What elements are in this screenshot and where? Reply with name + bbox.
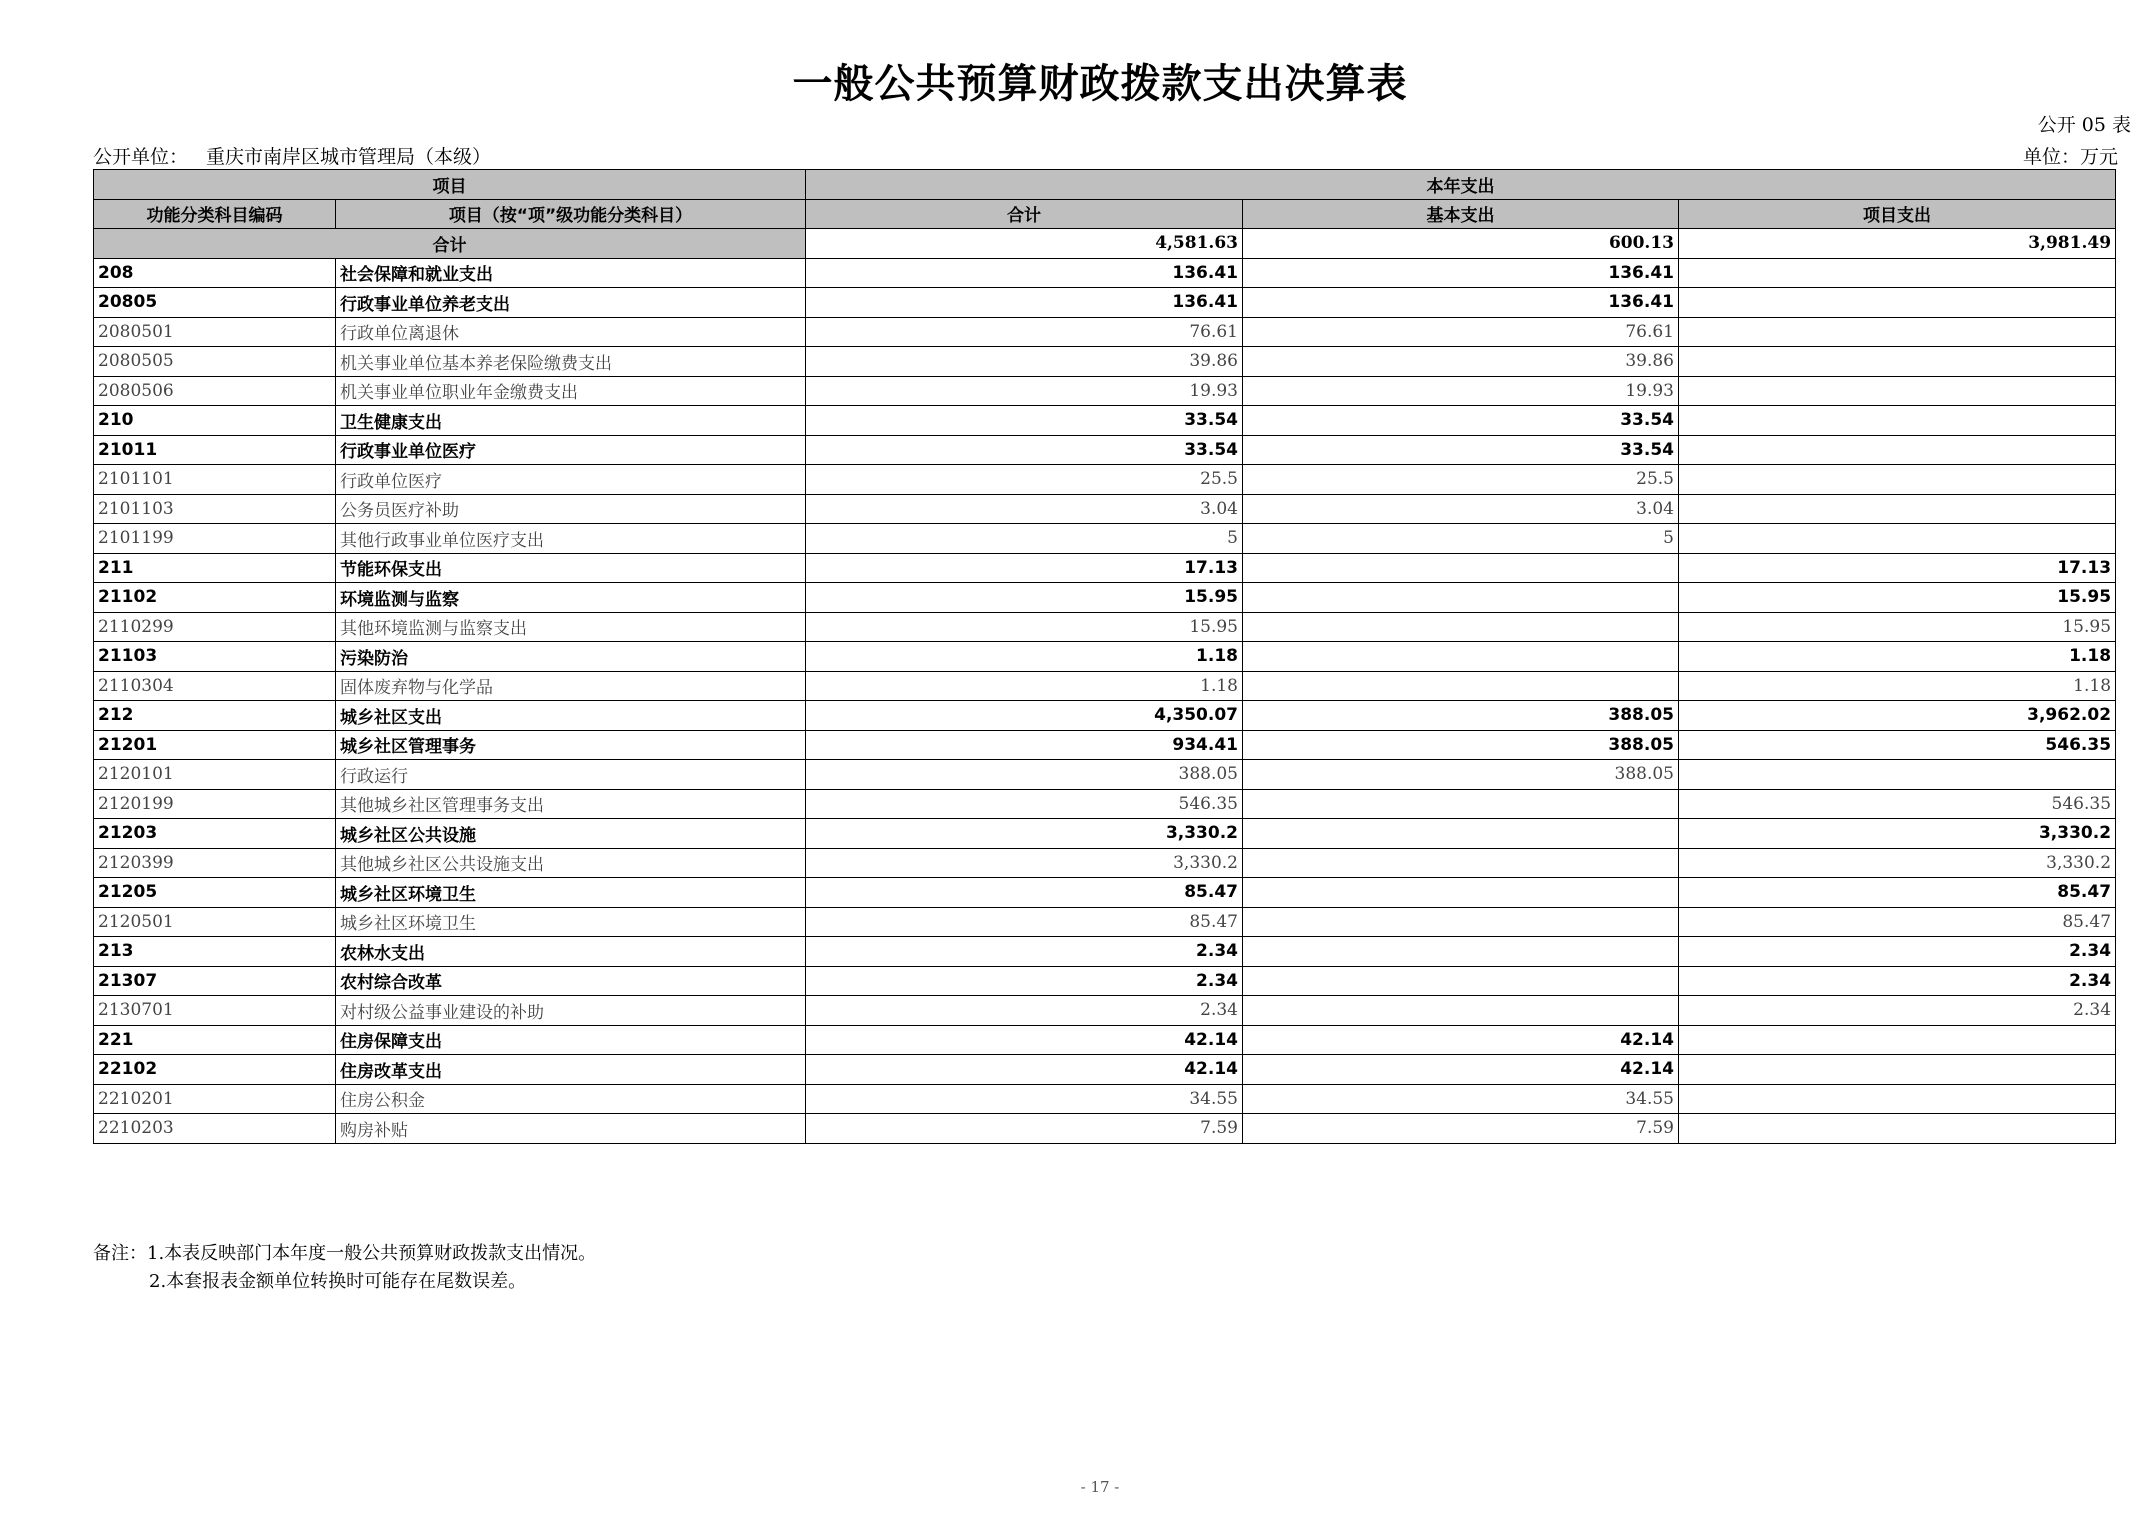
row-total: 136.41	[806, 258, 1243, 288]
row-name: 住房改革支出	[336, 1055, 806, 1085]
row-code: 2130701	[94, 996, 336, 1026]
reporting-unit-label: 公开单位：	[93, 146, 189, 168]
row-code: 2120101	[94, 760, 336, 790]
row-name: 对村级公益事业建设的补助	[336, 996, 806, 1026]
table-row	[94, 1025, 2116, 1055]
row-project	[1679, 317, 2116, 347]
row-name: 住房保障支出	[336, 1025, 806, 1055]
table-row	[94, 1084, 2116, 1114]
row-basic	[1243, 553, 1679, 583]
table-row	[94, 996, 2116, 1026]
header-row-2	[94, 199, 2116, 229]
table-row	[94, 848, 2116, 878]
row-basic	[1243, 878, 1679, 908]
table-row	[94, 612, 2116, 642]
row-code: 2080501	[94, 317, 336, 347]
header-code: 功能分类科目编码	[94, 199, 336, 229]
table-row	[94, 583, 2116, 613]
row-name: 其他城乡社区公共设施支出	[336, 848, 806, 878]
row-total: 388.05	[806, 760, 1243, 790]
currency-unit: 单位：万元	[2022, 146, 2118, 168]
row-basic	[1243, 937, 1679, 967]
table-row	[94, 730, 2116, 760]
row-basic: 76.61	[1243, 317, 1679, 347]
row-project	[1679, 1055, 2116, 1085]
total-project: 3,981.49	[1679, 229, 2116, 259]
total-label: 合计	[94, 229, 806, 259]
unit-info-row	[93, 140, 2118, 168]
row-name: 行政事业单位养老支出	[336, 288, 806, 318]
row-name: 社会保障和就业支出	[336, 258, 806, 288]
row-project: 2.34	[1679, 937, 2116, 967]
row-basic: 42.14	[1243, 1025, 1679, 1055]
row-project	[1679, 288, 2116, 318]
row-basic: 3.04	[1243, 494, 1679, 524]
row-code: 2210203	[94, 1114, 336, 1144]
table-row	[94, 760, 2116, 790]
row-name: 节能环保支出	[336, 553, 806, 583]
row-name: 住房公积金	[336, 1084, 806, 1114]
table-row	[94, 819, 2116, 849]
total-row	[94, 229, 2116, 259]
table-row	[94, 288, 2116, 318]
row-project	[1679, 258, 2116, 288]
row-code: 21201	[94, 730, 336, 760]
header-project: 项目支出	[1679, 199, 2116, 229]
row-code: 21102	[94, 583, 336, 613]
row-project	[1679, 435, 2116, 465]
row-total: 33.54	[806, 435, 1243, 465]
row-total: 19.93	[806, 376, 1243, 406]
table-row	[94, 258, 2116, 288]
table-row	[94, 317, 2116, 347]
row-total: 2.34	[806, 996, 1243, 1026]
reporting-unit-name: 重庆市南岸区城市管理局（本级）	[206, 146, 492, 168]
row-name: 机关事业单位职业年金缴费支出	[336, 376, 806, 406]
row-basic: 42.14	[1243, 1055, 1679, 1085]
row-basic	[1243, 671, 1679, 701]
row-basic: 136.41	[1243, 258, 1679, 288]
table-row	[94, 1114, 2116, 1144]
row-total: 34.55	[806, 1084, 1243, 1114]
row-basic: 33.54	[1243, 435, 1679, 465]
table-row	[94, 907, 2116, 937]
table-row	[94, 642, 2116, 672]
row-name: 行政单位医疗	[336, 465, 806, 495]
reporting-unit	[93, 142, 491, 169]
row-code: 21011	[94, 435, 336, 465]
row-project	[1679, 760, 2116, 790]
row-total: 1.18	[806, 642, 1243, 672]
row-code: 2120399	[94, 848, 336, 878]
table-row	[94, 376, 2116, 406]
row-code: 2210201	[94, 1084, 336, 1114]
header-item: 项目	[94, 170, 806, 200]
row-total: 546.35	[806, 789, 1243, 819]
row-name: 其他环境监测与监察支出	[336, 612, 806, 642]
row-code: 210	[94, 406, 336, 436]
row-project: 3,330.2	[1679, 848, 2116, 878]
row-name: 城乡社区支出	[336, 701, 806, 731]
row-basic: 388.05	[1243, 701, 1679, 731]
row-code: 2101199	[94, 524, 336, 554]
row-total: 2.34	[806, 966, 1243, 996]
row-name: 卫生健康支出	[336, 406, 806, 436]
row-basic	[1243, 612, 1679, 642]
row-total: 5	[806, 524, 1243, 554]
row-total: 1.18	[806, 671, 1243, 701]
row-basic: 33.54	[1243, 406, 1679, 436]
row-project	[1679, 1084, 2116, 1114]
header-basic: 基本支出	[1243, 199, 1679, 229]
row-total: 2.34	[806, 937, 1243, 967]
row-project: 17.13	[1679, 553, 2116, 583]
header-total: 合计	[806, 199, 1243, 229]
table-row	[94, 494, 2116, 524]
row-name: 机关事业单位基本养老保险缴费支出	[336, 347, 806, 377]
row-basic: 388.05	[1243, 760, 1679, 790]
row-code: 2080505	[94, 347, 336, 377]
row-project: 1.18	[1679, 642, 2116, 672]
row-code: 2110304	[94, 671, 336, 701]
row-project	[1679, 1025, 2116, 1055]
row-name: 农林水支出	[336, 937, 806, 967]
row-basic	[1243, 966, 1679, 996]
row-code: 211	[94, 553, 336, 583]
row-code: 21203	[94, 819, 336, 849]
table-row	[94, 878, 2116, 908]
row-total: 15.95	[806, 612, 1243, 642]
total-total: 4,581.63	[806, 229, 1243, 259]
row-project	[1679, 347, 2116, 377]
row-project: 85.47	[1679, 907, 2116, 937]
row-total: 3,330.2	[806, 819, 1243, 849]
row-project	[1679, 406, 2116, 436]
table-row	[94, 465, 2116, 495]
row-name: 行政运行	[336, 760, 806, 790]
row-total: 3.04	[806, 494, 1243, 524]
row-basic: 7.59	[1243, 1114, 1679, 1144]
row-name: 公务员医疗补助	[336, 494, 806, 524]
row-total: 85.47	[806, 907, 1243, 937]
row-code: 2101103	[94, 494, 336, 524]
table-row	[94, 406, 2116, 436]
row-name: 其他城乡社区管理事务支出	[336, 789, 806, 819]
row-basic	[1243, 642, 1679, 672]
row-basic	[1243, 789, 1679, 819]
row-name: 农村综合改革	[336, 966, 806, 996]
row-name: 行政单位离退休	[336, 317, 806, 347]
table-row	[94, 1055, 2116, 1085]
table-number: 公开 05 表	[2037, 114, 2131, 136]
table-row	[94, 435, 2116, 465]
row-basic	[1243, 819, 1679, 849]
row-name: 城乡社区环境卫生	[336, 907, 806, 937]
row-basic: 25.5	[1243, 465, 1679, 495]
row-total: 42.14	[806, 1025, 1243, 1055]
row-code: 2101101	[94, 465, 336, 495]
row-total: 15.95	[806, 583, 1243, 613]
table-row	[94, 671, 2116, 701]
row-total: 4,350.07	[806, 701, 1243, 731]
row-basic	[1243, 996, 1679, 1026]
table-row	[94, 937, 2116, 967]
row-basic	[1243, 907, 1679, 937]
row-project: 2.34	[1679, 996, 2116, 1026]
header-current-year: 本年支出	[806, 170, 2116, 200]
row-project: 2.34	[1679, 966, 2116, 996]
notes	[93, 1240, 596, 1296]
header-name: 项目（按“项”级功能分类科目）	[336, 199, 806, 229]
header-row-1	[94, 170, 2116, 200]
note-2: 2.本套报表金额单位转换时可能存在尾数误差。	[149, 1271, 527, 1292]
row-code: 208	[94, 258, 336, 288]
table-row	[94, 553, 2116, 583]
row-name: 城乡社区环境卫生	[336, 878, 806, 908]
note-1: 备注：1.本表反映部门本年度一般公共预算财政拨款支出情况。	[93, 1243, 597, 1264]
row-total: 85.47	[806, 878, 1243, 908]
row-code: 22102	[94, 1055, 336, 1085]
row-project	[1679, 376, 2116, 406]
row-project	[1679, 524, 2116, 554]
row-code: 2080506	[94, 376, 336, 406]
row-name: 城乡社区公共设施	[336, 819, 806, 849]
row-name: 污染防治	[336, 642, 806, 672]
table-row	[94, 347, 2116, 377]
row-project: 3,962.02	[1679, 701, 2116, 731]
row-project: 15.95	[1679, 612, 2116, 642]
page-title: 一般公共预算财政拨款支出决算表	[792, 60, 1408, 107]
row-project: 546.35	[1679, 730, 2116, 760]
row-total: 39.86	[806, 347, 1243, 377]
row-total: 7.59	[806, 1114, 1243, 1144]
row-basic	[1243, 583, 1679, 613]
row-total: 136.41	[806, 288, 1243, 318]
page-number: - 17 -	[1080, 1478, 1120, 1496]
row-project	[1679, 1114, 2116, 1144]
row-basic: 19.93	[1243, 376, 1679, 406]
row-code: 2120199	[94, 789, 336, 819]
row-basic: 388.05	[1243, 730, 1679, 760]
row-basic: 34.55	[1243, 1084, 1679, 1114]
row-code: 221	[94, 1025, 336, 1055]
table-row	[94, 524, 2116, 554]
row-code: 21307	[94, 966, 336, 996]
row-code: 21103	[94, 642, 336, 672]
row-name: 城乡社区管理事务	[336, 730, 806, 760]
row-code: 21205	[94, 878, 336, 908]
row-project: 15.95	[1679, 583, 2116, 613]
row-name: 行政事业单位医疗	[336, 435, 806, 465]
row-basic	[1243, 848, 1679, 878]
row-total: 934.41	[806, 730, 1243, 760]
row-basic: 136.41	[1243, 288, 1679, 318]
row-project	[1679, 465, 2116, 495]
row-project: 1.18	[1679, 671, 2116, 701]
row-total: 42.14	[806, 1055, 1243, 1085]
row-code: 213	[94, 937, 336, 967]
row-code: 212	[94, 701, 336, 731]
row-project: 546.35	[1679, 789, 2116, 819]
row-code: 20805	[94, 288, 336, 318]
row-total: 25.5	[806, 465, 1243, 495]
expenditure-table	[93, 169, 2116, 1144]
row-name: 环境监测与监察	[336, 583, 806, 613]
row-name: 其他行政事业单位医疗支出	[336, 524, 806, 554]
row-total: 76.61	[806, 317, 1243, 347]
table-row	[94, 966, 2116, 996]
row-project: 3,330.2	[1679, 819, 2116, 849]
row-total: 17.13	[806, 553, 1243, 583]
row-code: 2120501	[94, 907, 336, 937]
total-basic: 600.13	[1243, 229, 1679, 259]
row-name: 固体废弃物与化学品	[336, 671, 806, 701]
row-project: 85.47	[1679, 878, 2116, 908]
row-basic: 5	[1243, 524, 1679, 554]
table-row	[94, 701, 2116, 731]
row-project	[1679, 494, 2116, 524]
row-code: 2110299	[94, 612, 336, 642]
table-row	[94, 789, 2116, 819]
row-total: 33.54	[806, 406, 1243, 436]
row-basic: 39.86	[1243, 347, 1679, 377]
row-total: 3,330.2	[806, 848, 1243, 878]
row-name: 购房补贴	[336, 1114, 806, 1144]
